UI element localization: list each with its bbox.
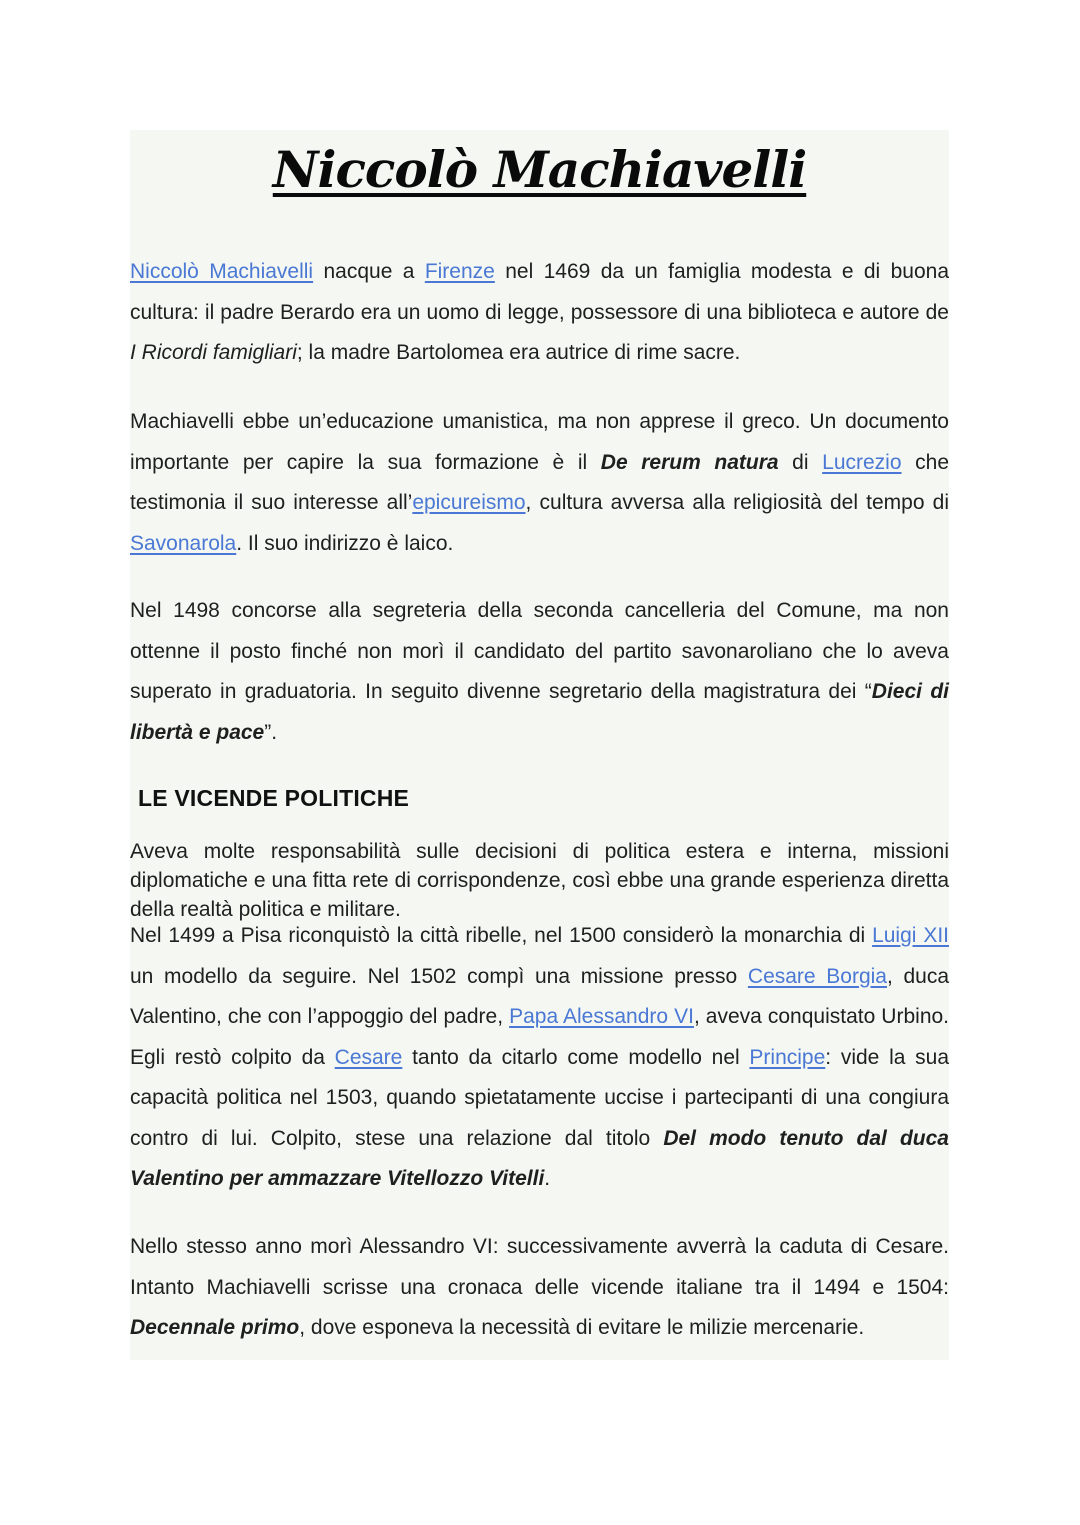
text-segment: ; la madre Bartolomea era autrice di rime sacre. [296, 341, 741, 364]
text-segment: nacque a [313, 260, 425, 283]
link-lucrezio[interactable]: Lucrezio [822, 450, 902, 474]
text-segment: , cultura avversa alla religiosità del tempo di [525, 491, 950, 514]
text-segment: Aveva molte responsabilità sulle decisioni di politica estera e interna, missioni diplomatiche e una fitta rete di corrispondenze, così ebbe una grande esperienza diretta della realtà politica e militare. [130, 840, 949, 921]
paragraph-career [130, 591, 949, 753]
italic-title-ricordi: I Ricordi famigliari [130, 341, 297, 364]
text-segment: tanto da citarlo come modello nel [402, 1045, 750, 1069]
paragraph-decennale [130, 1227, 949, 1349]
italic-title-decennale-primo: Decennale primo [130, 1316, 300, 1339]
link-principe[interactable]: Principe [749, 1045, 826, 1069]
paragraph-missions [130, 916, 949, 1200]
link-papa-alessandro-vi[interactable]: Papa Alessandro VI [509, 1005, 694, 1028]
text-segment: Nel 1498 concorse alla segreteria della seconda cancelleria del Comune, ma non ottenne il posto finché non morì il candidato del partito savonaroliano che lo aveva superato in graduatoria. In seguito divenne segretario della magistratura dei “ [130, 599, 949, 703]
text-segment: nel 1469 da un famiglia modesta e di buona cultura: il padre Berardo era un uomo di legge, possessore di una biblioteca e autore de [130, 260, 949, 324]
link-savonarola[interactable]: Savonarola [130, 531, 237, 555]
text-segment: Nello stesso anno morì Alessandro VI: successivamente avverrà la caduta di Cesare. Intanto Machiavelli scrisse una cronaca delle vicende italiane tra il 1494 e 1504: [130, 1235, 949, 1299]
link-cesare[interactable]: Cesare [334, 1045, 403, 1069]
text-segment: , dove esponeva la necessità di evitare le milizie mercenarie. [299, 1316, 865, 1339]
page-title [130, 138, 949, 202]
italic-title-de-rerum-natura: De rerum natura [600, 450, 779, 474]
link-niccolo-machiavelli[interactable]: Niccolò Machiavelli [130, 260, 314, 283]
link-epicureismo[interactable]: epicureismo [412, 491, 526, 514]
paragraph-responsibilities [130, 837, 949, 924]
paragraph-education [130, 402, 949, 564]
paragraph-birth [130, 252, 949, 374]
text-segment: . Il suo indirizzo è laico. [236, 531, 454, 555]
text-segment: : vide la sua capacità politica nel 1503, quando spietatamente uccise i partecipanti di una congiura contro di lui. Colpito, stese una relazione dal titolo [130, 1045, 950, 1150]
text-segment: un modello da seguire. Nel 1502 compì una missione presso [130, 964, 748, 988]
text-segment: Machiavelli ebbe un’educazione umanistica, ma non apprese il greco. Un documento importante per capire la sua formazione è il [130, 410, 949, 474]
text-segment: . [544, 1167, 551, 1190]
document-page [130, 130, 949, 1360]
link-cesare-borgia[interactable]: Cesare Borgia [747, 964, 887, 988]
text-segment: , duca Valentino, che con l’appoggio del padre, [130, 964, 949, 1028]
section-heading-vicende-politiche: LE VICENDE POLITICHE [138, 785, 410, 811]
link-firenze[interactable]: Firenze [424, 260, 495, 283]
page-title-text: Niccolò Machiavelli [272, 140, 807, 199]
italic-title-del-modo: Del modo tenuto dal duca Valentino per ammazzare Vitellozzo Vitelli [130, 1126, 949, 1190]
text-segment: ”. [264, 720, 278, 744]
italic-title-dieci: Dieci di libertà e pace [130, 680, 949, 744]
text-segment: che testimonia il suo interesse all’ [130, 450, 950, 514]
text-segment: Nel 1499 a Pisa riconquistò la città ribelle, nel 1500 considerò la monarchia di [130, 924, 873, 947]
text-segment: , aveva conquistato Urbino. Egli restò colpito da [130, 1005, 950, 1069]
text-segment: di [778, 450, 823, 474]
link-luigi-xii[interactable]: Luigi XII [872, 924, 949, 947]
